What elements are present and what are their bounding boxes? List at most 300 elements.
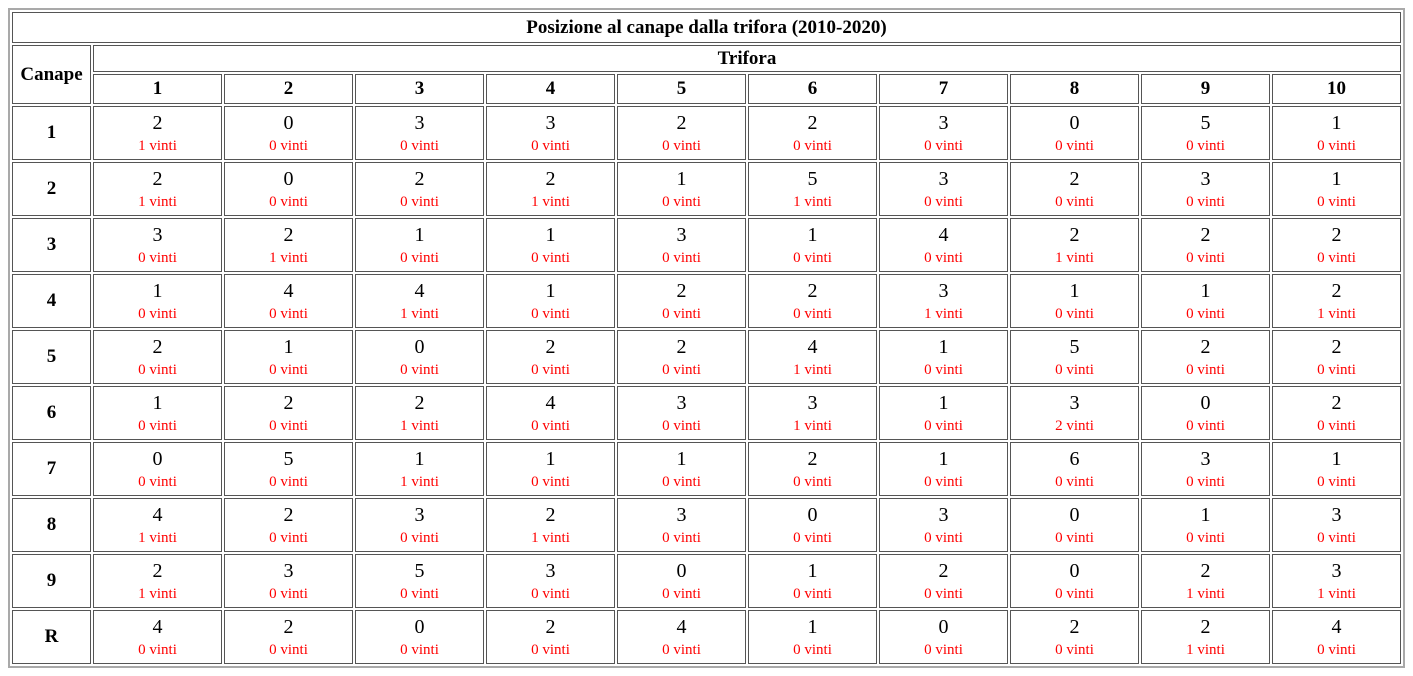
data-cell xyxy=(1141,554,1270,608)
data-cell xyxy=(1272,442,1401,496)
data-cell xyxy=(617,498,746,552)
data-cell xyxy=(355,274,484,328)
vinti-label: 0 vinti xyxy=(269,418,308,434)
count-value: 2 xyxy=(545,168,556,190)
vinti-label: 1 vinti xyxy=(793,418,832,434)
vinti-label: 0 vinti xyxy=(662,362,701,378)
count-value: 2 xyxy=(807,448,818,470)
data-cell xyxy=(355,106,484,160)
count-value: 2 xyxy=(414,168,425,190)
data-cell xyxy=(486,498,615,552)
vinti-label: 0 vinti xyxy=(269,642,308,658)
vinti-label: 0 vinti xyxy=(793,138,832,154)
data-cell xyxy=(1010,610,1139,664)
data-cell xyxy=(879,442,1008,496)
vinti-label: 1 vinti xyxy=(531,194,570,210)
row-label-1: 1 xyxy=(12,106,91,160)
count-value: 3 xyxy=(545,112,556,134)
vinti-label: 0 vinti xyxy=(662,138,701,154)
count-value: 1 xyxy=(545,224,556,246)
table-row xyxy=(12,386,1401,440)
table-row xyxy=(12,106,1401,160)
data-cell xyxy=(617,610,746,664)
count-value: 2 xyxy=(1200,616,1211,638)
vinti-label: 0 vinti xyxy=(1317,642,1356,658)
vinti-label: 0 vinti xyxy=(400,250,439,266)
count-value: 1 xyxy=(807,616,818,638)
data-cell xyxy=(1272,218,1401,272)
column-header-3: 3 xyxy=(355,74,484,104)
count-value: 1 xyxy=(676,448,687,470)
count-value: 0 xyxy=(1069,560,1080,582)
row-label-9: 9 xyxy=(12,554,91,608)
count-value: 3 xyxy=(938,112,949,134)
count-value: 2 xyxy=(1200,560,1211,582)
table-row xyxy=(12,554,1401,608)
vinti-label: 0 vinti xyxy=(662,250,701,266)
data-cell xyxy=(1272,330,1401,384)
column-header-9: 9 xyxy=(1141,74,1270,104)
data-cell xyxy=(748,498,877,552)
count-value: 2 xyxy=(1069,616,1080,638)
vinti-label: 0 vinti xyxy=(1317,474,1356,490)
column-header-4: 4 xyxy=(486,74,615,104)
data-cell xyxy=(355,442,484,496)
vinti-label: 0 vinti xyxy=(1317,362,1356,378)
vinti-label: 0 vinti xyxy=(1186,418,1225,434)
vinti-label: 0 vinti xyxy=(793,642,832,658)
vinti-label: 0 vinti xyxy=(531,474,570,490)
vinti-label: 1 vinti xyxy=(1317,306,1356,322)
count-value: 4 xyxy=(283,280,294,302)
vinti-label: 0 vinti xyxy=(531,306,570,322)
vinti-label: 0 vinti xyxy=(269,530,308,546)
row-label-6: 6 xyxy=(12,386,91,440)
count-value: 2 xyxy=(1331,392,1342,414)
row-label-7: 7 xyxy=(12,442,91,496)
vinti-label: 0 vinti xyxy=(1186,474,1225,490)
row-label-4: 4 xyxy=(12,274,91,328)
vinti-label: 0 vinti xyxy=(924,362,963,378)
vinti-label: 0 vinti xyxy=(400,194,439,210)
vinti-label: 0 vinti xyxy=(1055,194,1094,210)
count-value: 0 xyxy=(152,448,163,470)
column-header-2: 2 xyxy=(224,74,353,104)
vinti-label: 0 vinti xyxy=(1186,194,1225,210)
data-cell xyxy=(224,498,353,552)
data-cell xyxy=(748,610,877,664)
data-cell xyxy=(1010,330,1139,384)
vinti-label: 1 vinti xyxy=(1186,586,1225,602)
data-cell xyxy=(1010,218,1139,272)
vinti-label: 1 vinti xyxy=(400,474,439,490)
column-header-row xyxy=(12,74,1401,104)
count-value: 2 xyxy=(152,112,163,134)
data-cell xyxy=(93,274,222,328)
data-cell xyxy=(1272,610,1401,664)
vinti-label: 0 vinti xyxy=(793,530,832,546)
data-cell xyxy=(879,106,1008,160)
data-cell xyxy=(1141,106,1270,160)
count-value: 2 xyxy=(545,616,556,638)
data-cell xyxy=(224,610,353,664)
title-row xyxy=(12,12,1401,43)
data-cell xyxy=(1141,274,1270,328)
vinti-label: 0 vinti xyxy=(662,530,701,546)
vinti-label: 0 vinti xyxy=(138,250,177,266)
count-value: 3 xyxy=(414,112,425,134)
data-cell xyxy=(1272,554,1401,608)
vinti-label: 0 vinti xyxy=(1055,138,1094,154)
vinti-label: 0 vinti xyxy=(924,474,963,490)
data-cell xyxy=(617,274,746,328)
table-row xyxy=(12,218,1401,272)
count-value: 2 xyxy=(152,336,163,358)
row-axis-label: Canape xyxy=(12,45,91,104)
count-value: 6 xyxy=(1069,448,1080,470)
data-cell xyxy=(1010,162,1139,216)
vinti-label: 0 vinti xyxy=(1055,586,1094,602)
data-cell xyxy=(1010,554,1139,608)
count-value: 2 xyxy=(1331,224,1342,246)
vinti-label: 1 vinti xyxy=(1055,250,1094,266)
count-value: 4 xyxy=(676,616,687,638)
vinti-label: 1 vinti xyxy=(1186,642,1225,658)
data-cell xyxy=(617,218,746,272)
data-cell xyxy=(1141,498,1270,552)
count-value: 1 xyxy=(1200,280,1211,302)
count-value: 5 xyxy=(414,560,425,582)
row-label-2: 2 xyxy=(12,162,91,216)
row-label-R: R xyxy=(12,610,91,664)
vinti-label: 0 vinti xyxy=(1186,306,1225,322)
vinti-label: 0 vinti xyxy=(793,474,832,490)
count-value: 0 xyxy=(414,336,425,358)
count-value: 2 xyxy=(1331,336,1342,358)
vinti-label: 2 vinti xyxy=(1055,418,1094,434)
column-header-8: 8 xyxy=(1010,74,1139,104)
data-cell xyxy=(486,162,615,216)
vinti-label: 0 vinti xyxy=(269,362,308,378)
count-value: 3 xyxy=(1069,392,1080,414)
count-value: 3 xyxy=(1200,448,1211,470)
data-cell xyxy=(486,554,615,608)
vinti-label: 0 vinti xyxy=(269,138,308,154)
count-value: 2 xyxy=(283,224,294,246)
vinti-label: 0 vinti xyxy=(924,642,963,658)
data-cell xyxy=(1141,442,1270,496)
vinti-label: 0 vinti xyxy=(400,138,439,154)
count-value: 2 xyxy=(283,616,294,638)
vinti-label: 1 vinti xyxy=(531,530,570,546)
data-cell xyxy=(486,442,615,496)
vinti-label: 0 vinti xyxy=(1055,362,1094,378)
count-value: 1 xyxy=(676,168,687,190)
count-value: 3 xyxy=(414,504,425,526)
vinti-label: 0 vinti xyxy=(924,250,963,266)
table-row xyxy=(12,162,1401,216)
data-cell xyxy=(1010,442,1139,496)
count-value: 5 xyxy=(1069,336,1080,358)
data-cell xyxy=(748,330,877,384)
data-cell xyxy=(1141,330,1270,384)
column-axis-label: Trifora xyxy=(93,45,1401,72)
vinti-label: 0 vinti xyxy=(138,418,177,434)
vinti-label: 0 vinti xyxy=(662,418,701,434)
data-cell xyxy=(1272,386,1401,440)
count-value: 1 xyxy=(1331,448,1342,470)
data-cell xyxy=(93,162,222,216)
count-value: 0 xyxy=(283,168,294,190)
row-label-3: 3 xyxy=(12,218,91,272)
vinti-label: 1 vinti xyxy=(924,306,963,322)
table-row xyxy=(12,610,1401,664)
data-cell xyxy=(224,106,353,160)
vinti-label: 0 vinti xyxy=(269,586,308,602)
count-value: 5 xyxy=(807,168,818,190)
vinti-label: 0 vinti xyxy=(1186,362,1225,378)
count-value: 4 xyxy=(1331,616,1342,638)
count-value: 2 xyxy=(152,168,163,190)
data-cell xyxy=(355,610,484,664)
vinti-label: 0 vinti xyxy=(138,474,177,490)
vinti-label: 0 vinti xyxy=(1055,306,1094,322)
data-cell xyxy=(93,498,222,552)
vinti-label: 0 vinti xyxy=(1317,250,1356,266)
data-cell xyxy=(93,218,222,272)
column-header-6: 6 xyxy=(748,74,877,104)
count-value: 1 xyxy=(152,280,163,302)
vinti-label: 0 vinti xyxy=(138,642,177,658)
group-header-row xyxy=(12,45,1401,72)
vinti-label: 0 vinti xyxy=(1055,642,1094,658)
data-cell xyxy=(748,386,877,440)
vinti-label: 0 vinti xyxy=(531,586,570,602)
count-value: 4 xyxy=(545,392,556,414)
vinti-label: 0 vinti xyxy=(531,642,570,658)
data-cell xyxy=(224,162,353,216)
data-cell xyxy=(355,554,484,608)
count-value: 1 xyxy=(1331,112,1342,134)
vinti-label: 1 vinti xyxy=(1317,586,1356,602)
data-cell xyxy=(224,274,353,328)
data-cell xyxy=(1010,106,1139,160)
vinti-label: 0 vinti xyxy=(400,642,439,658)
data-cell xyxy=(617,442,746,496)
count-value: 3 xyxy=(283,560,294,582)
data-cell xyxy=(1010,386,1139,440)
data-cell xyxy=(879,330,1008,384)
count-value: 3 xyxy=(676,224,687,246)
count-value: 2 xyxy=(1069,224,1080,246)
data-cell xyxy=(879,274,1008,328)
count-value: 3 xyxy=(676,504,687,526)
count-value: 2 xyxy=(1200,336,1211,358)
count-value: 2 xyxy=(807,280,818,302)
vinti-label: 1 vinti xyxy=(138,586,177,602)
data-cell xyxy=(355,218,484,272)
data-cell xyxy=(93,386,222,440)
vinti-label: 0 vinti xyxy=(662,586,701,602)
count-value: 4 xyxy=(414,280,425,302)
count-value: 2 xyxy=(545,504,556,526)
vinti-label: 0 vinti xyxy=(1186,250,1225,266)
vinti-label: 0 vinti xyxy=(1186,138,1225,154)
vinti-label: 0 vinti xyxy=(531,362,570,378)
table-title: Posizione al canape dalla trifora (2010-2020) xyxy=(12,12,1401,43)
vinti-label: 0 vinti xyxy=(924,530,963,546)
count-value: 1 xyxy=(1200,504,1211,526)
count-value: 3 xyxy=(1331,560,1342,582)
vinti-label: 1 vinti xyxy=(793,362,832,378)
data-cell xyxy=(1272,106,1401,160)
count-value: 2 xyxy=(545,336,556,358)
vinti-label: 1 vinti xyxy=(138,138,177,154)
count-value: 1 xyxy=(938,336,949,358)
count-value: 1 xyxy=(1069,280,1080,302)
vinti-label: 1 vinti xyxy=(793,194,832,210)
data-cell xyxy=(224,218,353,272)
count-value: 1 xyxy=(807,560,818,582)
vinti-label: 0 vinti xyxy=(269,306,308,322)
data-cell xyxy=(355,386,484,440)
vinti-label: 0 vinti xyxy=(531,138,570,154)
data-cell xyxy=(355,330,484,384)
count-value: 2 xyxy=(1069,168,1080,190)
vinti-label: 0 vinti xyxy=(138,306,177,322)
vinti-label: 1 vinti xyxy=(138,194,177,210)
vinti-label: 1 vinti xyxy=(400,306,439,322)
vinti-label: 0 vinti xyxy=(793,250,832,266)
data-cell xyxy=(617,106,746,160)
data-cell xyxy=(1272,162,1401,216)
vinti-label: 0 vinti xyxy=(924,418,963,434)
data-cell xyxy=(879,386,1008,440)
canape-trifora-table xyxy=(8,8,1405,668)
count-value: 3 xyxy=(152,224,163,246)
count-value: 2 xyxy=(676,336,687,358)
data-cell xyxy=(355,498,484,552)
count-value: 3 xyxy=(1200,168,1211,190)
vinti-label: 0 vinti xyxy=(924,586,963,602)
data-cell xyxy=(224,442,353,496)
vinti-label: 0 vinti xyxy=(1317,418,1356,434)
data-cell xyxy=(617,162,746,216)
vinti-label: 0 vinti xyxy=(662,306,701,322)
data-cell xyxy=(224,554,353,608)
count-value: 0 xyxy=(414,616,425,638)
vinti-label: 0 vinti xyxy=(1317,194,1356,210)
count-value: 2 xyxy=(283,504,294,526)
vinti-label: 0 vinti xyxy=(138,362,177,378)
count-value: 3 xyxy=(938,280,949,302)
data-cell xyxy=(93,442,222,496)
data-cell xyxy=(1272,498,1401,552)
vinti-label: 0 vinti xyxy=(269,194,308,210)
data-cell xyxy=(93,106,222,160)
count-value: 2 xyxy=(676,112,687,134)
count-value: 1 xyxy=(545,448,556,470)
data-cell xyxy=(748,106,877,160)
vinti-label: 0 vinti xyxy=(400,530,439,546)
vinti-label: 0 vinti xyxy=(1317,530,1356,546)
data-cell xyxy=(1141,218,1270,272)
count-value: 2 xyxy=(1200,224,1211,246)
data-cell xyxy=(748,554,877,608)
row-label-5: 5 xyxy=(12,330,91,384)
data-cell xyxy=(1010,498,1139,552)
data-cell xyxy=(93,610,222,664)
data-cell xyxy=(748,442,877,496)
data-cell xyxy=(355,162,484,216)
data-cell xyxy=(486,386,615,440)
vinti-label: 0 vinti xyxy=(269,474,308,490)
table-row xyxy=(12,330,1401,384)
count-value: 0 xyxy=(1069,504,1080,526)
count-value: 0 xyxy=(676,560,687,582)
data-cell xyxy=(486,330,615,384)
vinti-label: 0 vinti xyxy=(662,194,701,210)
count-value: 1 xyxy=(938,448,949,470)
count-value: 3 xyxy=(545,560,556,582)
count-value: 0 xyxy=(938,616,949,638)
count-value: 4 xyxy=(807,336,818,358)
vinti-label: 1 vinti xyxy=(138,530,177,546)
data-cell xyxy=(486,274,615,328)
data-cell xyxy=(486,610,615,664)
count-value: 1 xyxy=(938,392,949,414)
data-cell xyxy=(879,218,1008,272)
data-cell xyxy=(1010,274,1139,328)
count-value: 1 xyxy=(283,336,294,358)
count-value: 0 xyxy=(807,504,818,526)
count-value: 3 xyxy=(938,168,949,190)
count-value: 5 xyxy=(1200,112,1211,134)
vinti-label: 1 vinti xyxy=(400,418,439,434)
column-header-10: 10 xyxy=(1272,74,1401,104)
data-cell xyxy=(93,554,222,608)
data-cell xyxy=(1141,386,1270,440)
data-cell xyxy=(617,386,746,440)
count-value: 4 xyxy=(152,616,163,638)
count-value: 1 xyxy=(414,224,425,246)
data-cell xyxy=(1141,610,1270,664)
column-header-5: 5 xyxy=(617,74,746,104)
count-value: 1 xyxy=(807,224,818,246)
vinti-label: 0 vinti xyxy=(531,418,570,434)
data-cell xyxy=(748,218,877,272)
count-value: 1 xyxy=(1331,168,1342,190)
count-value: 1 xyxy=(545,280,556,302)
vinti-label: 0 vinti xyxy=(793,306,832,322)
data-cell xyxy=(617,554,746,608)
data-cell xyxy=(879,610,1008,664)
count-value: 1 xyxy=(152,392,163,414)
count-value: 0 xyxy=(283,112,294,134)
table-row xyxy=(12,442,1401,496)
table-row xyxy=(12,274,1401,328)
count-value: 3 xyxy=(938,504,949,526)
data-cell xyxy=(748,274,877,328)
vinti-label: 0 vinti xyxy=(531,250,570,266)
count-value: 2 xyxy=(676,280,687,302)
data-cell xyxy=(1141,162,1270,216)
count-value: 2 xyxy=(283,392,294,414)
count-value: 1 xyxy=(414,448,425,470)
count-value: 3 xyxy=(676,392,687,414)
vinti-label: 0 vinti xyxy=(400,586,439,602)
count-value: 2 xyxy=(938,560,949,582)
